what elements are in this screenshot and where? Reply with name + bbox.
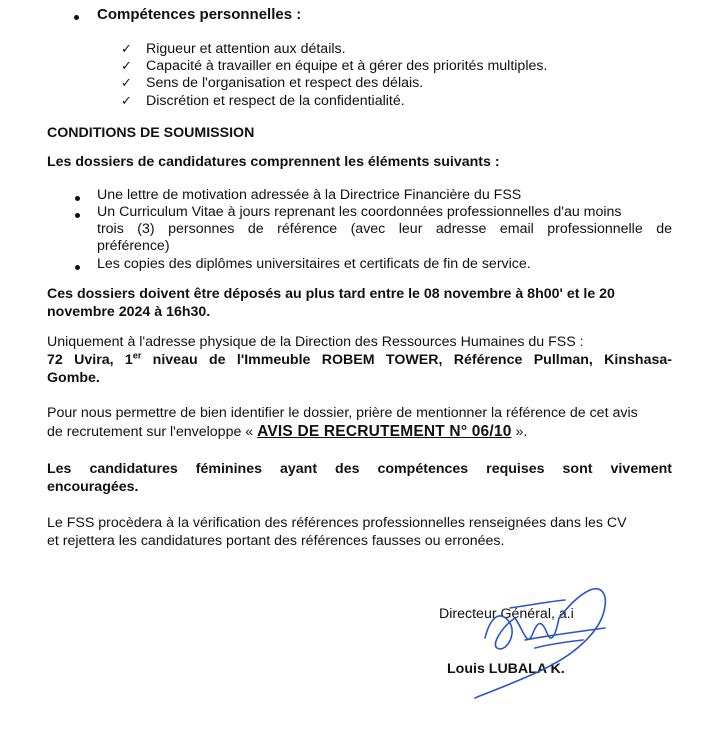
- encouragement-line: encouragées.: [47, 479, 139, 495]
- submission-item-continued: trois (3) personnes de référence (avec leur adresse email professionnelle de: [97, 221, 672, 237]
- skill-item: Sens de l'organisation et respect des délais.: [146, 75, 424, 91]
- verification-line: Le FSS procèdera à la vérification des références professionnelles renseignées dans les CV: [47, 515, 627, 531]
- deadline-line: Ces dossiers doivent être déposés au plus tard entre le 08 novembre à 8h00' et le 20: [47, 286, 615, 302]
- reference-line: de recrutement sur l'enveloppe « AVIS DE RECRUTEMENT N° 06/10 ».: [47, 423, 528, 440]
- personal-skills-heading: Compétences personnelles :: [97, 6, 302, 23]
- skill-item: Rigueur et attention aux détails.: [146, 41, 346, 57]
- avis-reference: AVIS DE RECRUTEMENT N° 06/10: [257, 423, 512, 440]
- checkmark-icon: ✓: [121, 93, 132, 108]
- deadline-line: novembre 2024 à 16h30.: [47, 304, 211, 320]
- submission-item: Un Curriculum Vitae à jours reprenant les coordonnées professionnelles d'au moins: [97, 204, 622, 220]
- bullet-icon: [74, 15, 79, 20]
- submission-title: CONDITIONS DE SOUMISSION: [47, 125, 255, 141]
- checkmark-icon: ✓: [121, 41, 132, 56]
- skill-item: Capacité à travailler en équipe et à gérer des priorités multiples.: [146, 58, 548, 74]
- address-line: Uniquement à l'adresse physique de la Direction des Ressources Humaines du FSS :: [47, 334, 584, 350]
- skill-item: Discrétion et respect de la confidentialité.: [146, 93, 405, 109]
- handwritten-signature-icon: [455, 578, 625, 708]
- reference-line: Pour nous permettre de bien identifier le dossier, prière de mentionner la référence de cet avis: [47, 405, 638, 421]
- signatory-title: Directeur Général, a.i: [439, 606, 574, 622]
- checkmark-icon: ✓: [121, 58, 132, 73]
- address-line: 72 Uvira, 1er niveau de l'Immeuble ROBEM TOWER, Référence Pullman, Kinshasa-: [47, 350, 672, 368]
- encouragement-line: Les candidatures féminines ayant des compétences requises sont vivement: [47, 461, 672, 477]
- submission-item: Une lettre de motivation adressée à la Directrice Financière du FSS: [97, 187, 522, 203]
- submission-item-continued: préférence): [97, 238, 170, 254]
- submission-intro: Les dossiers de candidatures comprennent les éléments suivants :: [47, 154, 500, 170]
- submission-item: Les copies des diplômes universitaires et certificats de fin de service.: [97, 256, 531, 272]
- verification-line: et rejettera les candidatures portant des références fausses ou erronées.: [47, 533, 505, 549]
- signatory-name: Louis LUBALA K.: [447, 661, 565, 677]
- bullet-icon: [75, 265, 80, 270]
- bullet-icon: [75, 196, 80, 201]
- checkmark-icon: ✓: [121, 75, 132, 90]
- address-line: Gombe.: [47, 370, 100, 386]
- bullet-icon: [75, 213, 80, 218]
